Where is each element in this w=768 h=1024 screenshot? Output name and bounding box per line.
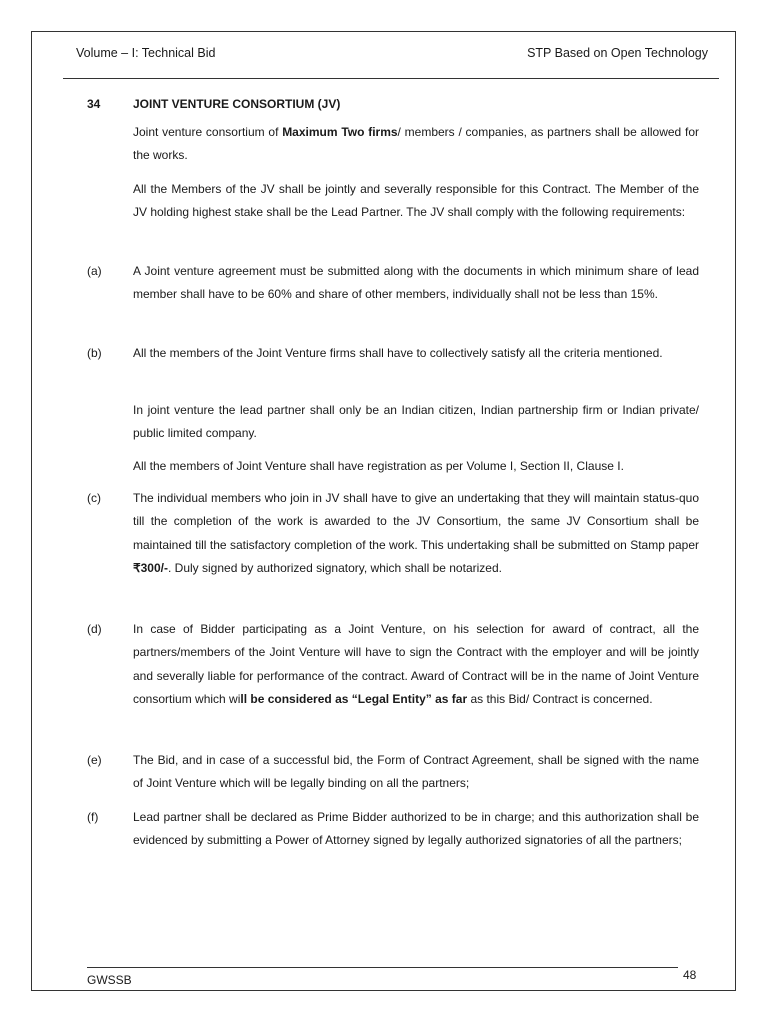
intro-paragraph-1 — [133, 121, 699, 168]
clause-a-label: (a) — [87, 264, 102, 278]
clause-c-stamp-amount: ₹300/- — [133, 560, 168, 575]
clause-e-label: (e) — [87, 753, 102, 767]
header-volume-title: Volume – I: Technical Bid — [76, 46, 216, 60]
footer-divider — [87, 967, 678, 968]
clause-c-text-end: . Duly signed by authorized signatory, which shall be notarized. — [168, 560, 502, 575]
footer-organization: GWSSB — [87, 973, 132, 987]
clause-d-bold-text: ll be considered as “Legal Entity” as far — [240, 691, 468, 706]
clause-c-text-start: The individual members who join in JV shall have to give an undertaking that they will maintain status-quo till the completion of the work is awarded to the JV Consortium, the same JV Consortium shall be maintained till the satisfactory completion of the work. This undertaking shall be submitted on Stamp paper — [133, 491, 699, 552]
intro-paragraph-2: All the Members of the JV shall be jointly and severally responsible for this Contract. The Member of the JV holding highest stake shall be the Lead Partner. The JV shall comply with the following requirements: — [133, 182, 699, 220]
clause-a-text: A Joint venture agreement must be submitted along with the documents in which minimum share of lead member shall have to be 60% and share of other members, individually shall not be less than 15%. — [133, 264, 699, 302]
header-divider — [63, 78, 719, 79]
clause-e-text: The Bid, and in case of a successful bid, the Form of Contract Agreement, shall be signed with the name of Joint Venture which will be legally binding on all the partners; — [133, 753, 699, 791]
clause-d-text — [133, 618, 699, 711]
intro1-text-end: / members / companies, as partners shall be allowed for the works. — [133, 125, 700, 163]
clause-d-label: (d) — [87, 622, 102, 636]
header-document-title: STP Based on Open Technology — [527, 46, 708, 60]
clause-b-text-1: All the members of the Joint Venture firms shall have to collectively satisfy all the criteria mentioned. — [133, 346, 663, 360]
clause-d-text-end: as this Bid/ Contract is concerned. — [467, 691, 653, 706]
clause-b-text-2: In joint venture the lead partner shall only be an Indian citizen, Indian partnership firm or Indian private/ public limited company. — [133, 403, 699, 441]
intro1-bold-text: Maximum Two firms — [282, 125, 398, 139]
clause-c-label: (c) — [87, 491, 101, 505]
clause-b-label: (b) — [87, 346, 102, 360]
clause-b-text-3: All the members of Joint Venture shall have registration as per Volume I, Section II, Clause I. — [133, 459, 624, 473]
page-header — [76, 46, 708, 60]
section-title: JOINT VENTURE CONSORTIUM (JV) — [133, 97, 341, 111]
clause-d-text-start: In case of Bidder participating as a Joint Venture, on his selection for award of contract, all the partners/members of the Joint Venture will have to sign the Contract with the employer and will be jointly and severally liable for performance of the contract. Award of Contract will be in the name of Joint Venture consortium which wi — [133, 622, 699, 706]
clause-f-text: Lead partner shall be declared as Prime Bidder authorized to be in charge; and this authorization shall be evidenced by submitting a Power of Attorney signed by legally authorized signatories of all the partners; — [133, 810, 699, 848]
page-number: 48 — [683, 968, 697, 982]
clause-f-label: (f) — [87, 810, 99, 824]
intro1-text-start: Joint venture consortium of — [133, 125, 283, 139]
section-number: 34 — [87, 97, 101, 111]
clause-c-text — [133, 487, 699, 580]
